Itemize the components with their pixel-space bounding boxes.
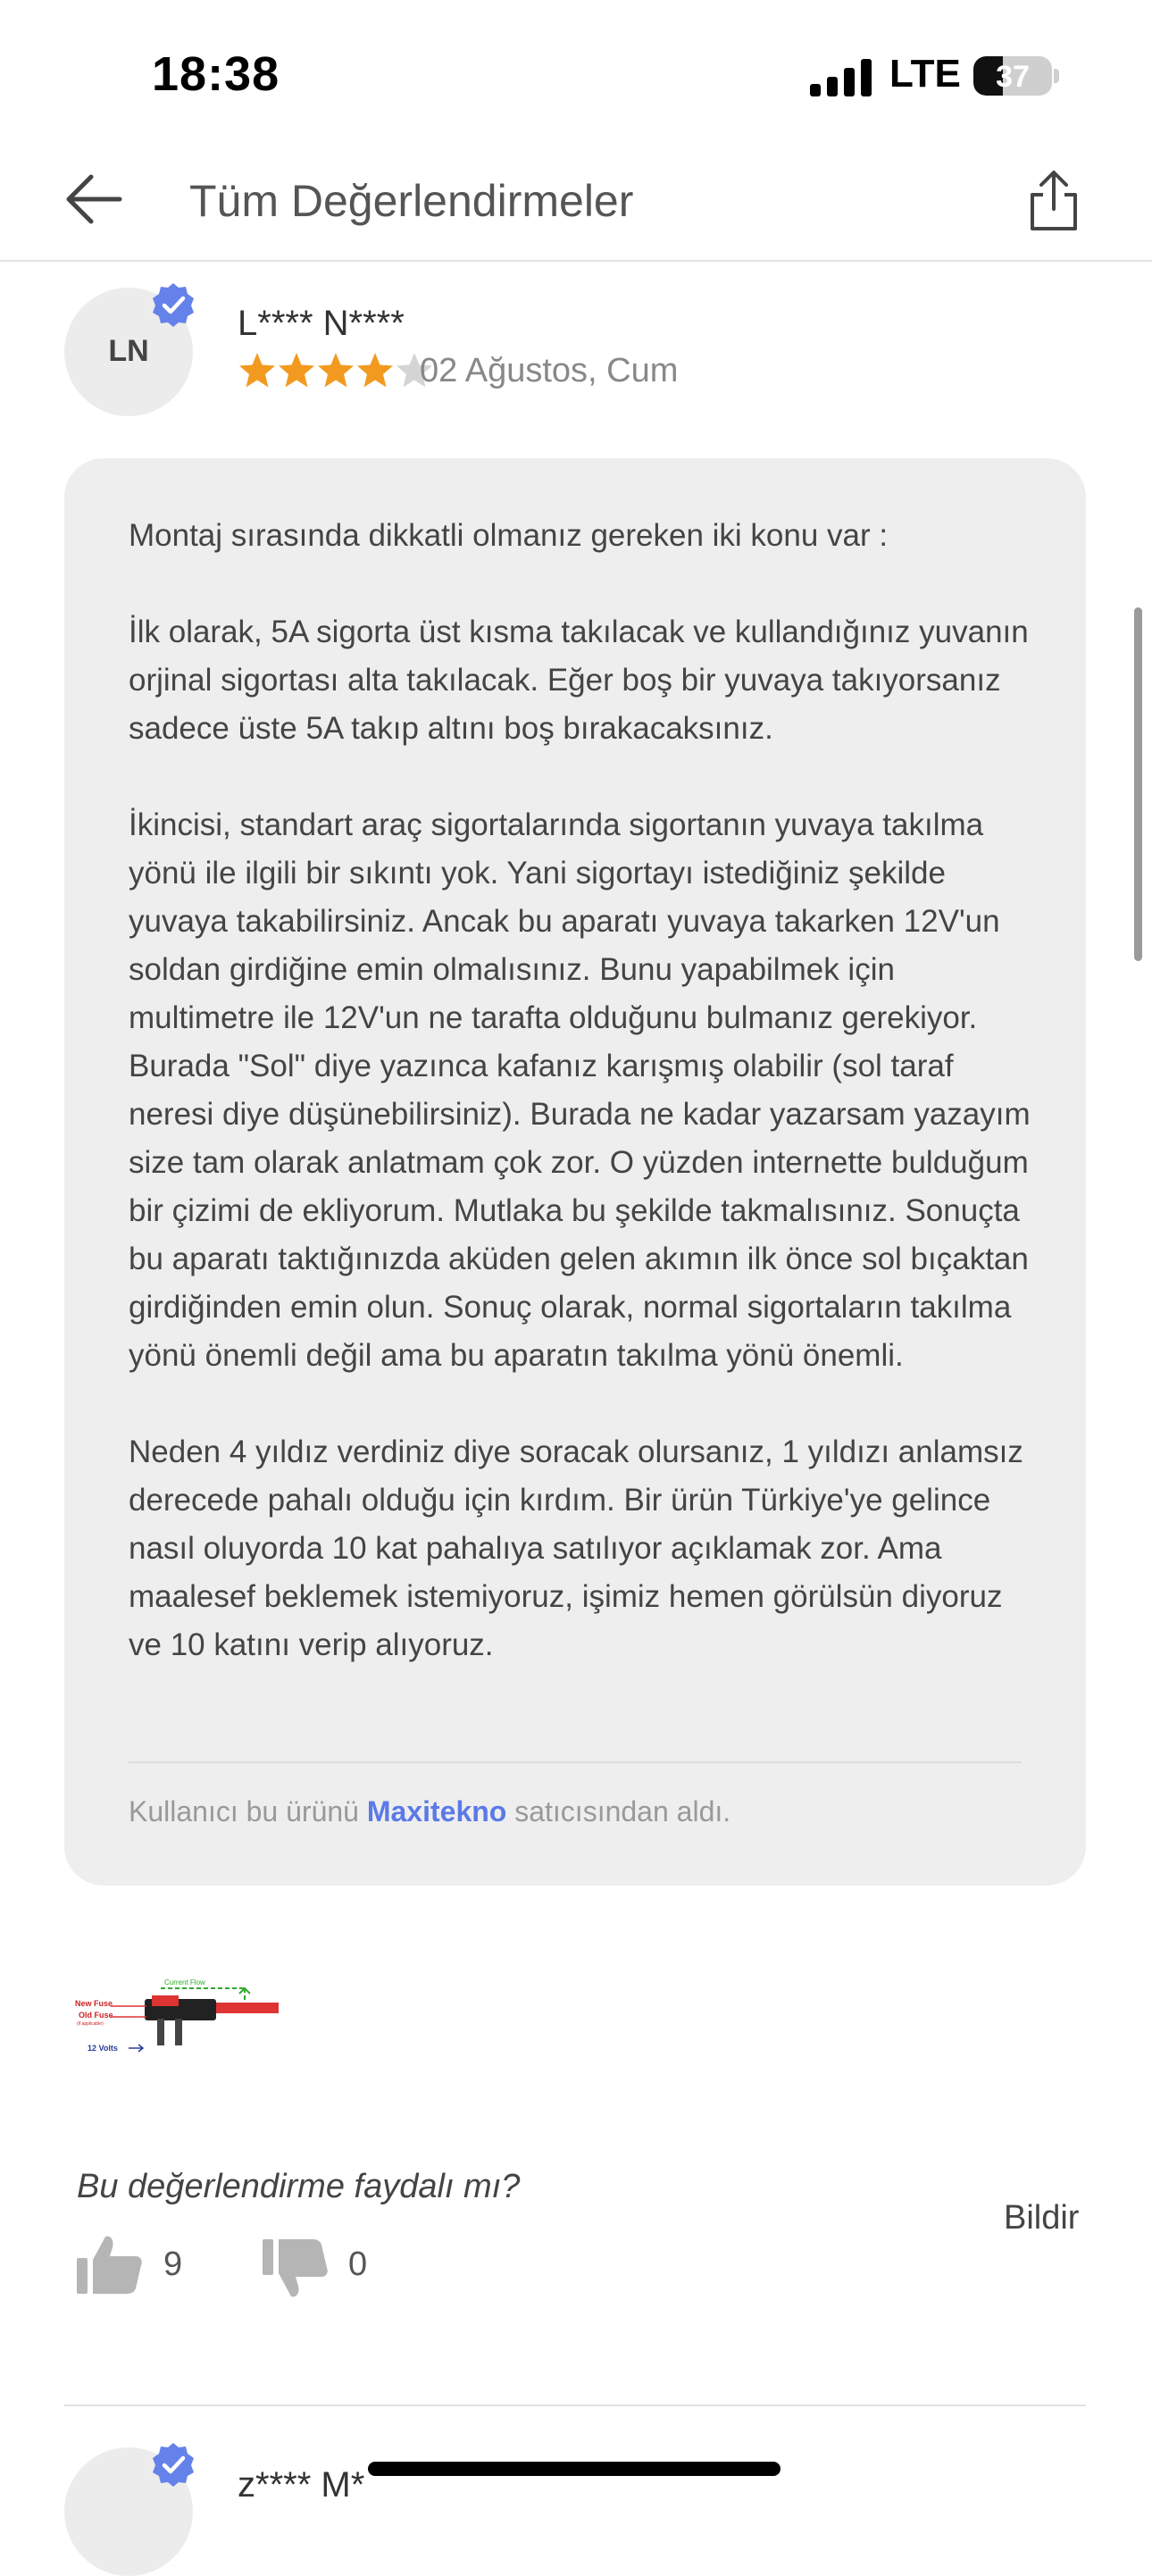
thumbs-down-icon[interactable] [261, 2237, 329, 2300]
new-fuse-label: New Fuse [75, 1999, 113, 2008]
review-text [129, 512, 1031, 1669]
old-fuse-label: Old Fuse [79, 2011, 113, 2020]
review-paragraph: İkincisi, standart araç sigortalarında sigortanın yuvaya takılma yönü ile ilgili bir sıkıntı yok. Yani sigortayı istediğiniz şekilde yuvaya takabilirsiniz. Ancak bu aparatı yuvaya takarken 12V'un soldan girdiğine emin olmalısınız. Bunu yapabilmek için multimetre ile 12V'un ne tarafta olduğunu bulmanız gerekiyor. Burada "Sol" diye yazınca kafanız karışmış olabilir (sol taraf neresi diye düşünebilirsiniz). Burada ne kadar yazarsam yazayım size tam olarak anlatmam çok zor. O yüzden internette bulduğum bir çizimi de ekliyorum. Mutlaka bu şekilde takmalısınız. Sonuçta bu aparatı taktığınızda aküden gelen akımın ilk önce sol bıçaktan girdiğinden emin olun. Sonuç olarak, normal sigortaların takılma yönü önemli değil ama bu aparatın takılma yönü önemli. [129, 807, 1031, 1373]
network-type: LTE [889, 52, 961, 96]
review-paragraph: Neden 4 yıldız verdiniz diye soracak olursanız, 1 yıldızı anlamsız derecede pahalı olduğu için kırdım. Bir ürün Türkiye'ye gelince nasıl oluyorda 10 kat pahalıya satılıyor açıklamak zor. Ama maalesef beklemek istemiyoruz, işimiz hemen görülsün diyoruz ve 10 katını verip alıyoruz. [129, 1434, 1023, 1662]
battery-cap [1054, 69, 1059, 83]
home-indicator[interactable] [368, 2462, 781, 2476]
header-divider [0, 260, 1152, 262]
battery-icon [973, 56, 1052, 96]
seller-info [129, 1795, 730, 1828]
reviewer-name: z**** M* [238, 2465, 365, 2505]
current-flow-label: Current Flow [164, 1978, 205, 1986]
star-filled-icon [238, 351, 277, 390]
seller-prefix: Kullanıcı bu ürünü [129, 1795, 359, 1827]
review-divider [64, 2405, 1086, 2406]
review-paragraph: Montaj sırasında dikkatli olmanız gereken iki konu var : [129, 518, 889, 553]
review-date: 02 Ağustos, Cum [420, 352, 679, 389]
report-button[interactable]: Bildir [1004, 2199, 1080, 2237]
star-filled-icon [316, 351, 355, 390]
card-divider [129, 1761, 1022, 1763]
star-filled-icon [355, 351, 395, 390]
battery-level: 37 [996, 60, 1030, 94]
status-time: 18:38 [152, 47, 280, 101]
reviewer-name: L**** N**** [238, 304, 405, 343]
like-count: 9 [163, 2246, 183, 2283]
volts-label: 12 Volts [88, 2044, 118, 2053]
star-filled-icon [277, 351, 316, 390]
thumbs-up-icon[interactable] [75, 2233, 143, 2296]
old-fuse-note: (if applicable) [77, 2021, 104, 2027]
arrow-left-icon[interactable] [64, 170, 123, 229]
verified-badge-icon [151, 2442, 196, 2487]
page-title: Tüm Değerlendirmeler [189, 176, 634, 226]
avatar-initials: LN [108, 334, 149, 368]
verified-badge-icon [151, 282, 196, 327]
scrollbar[interactable] [1134, 607, 1142, 961]
dislike-count: 0 [348, 2246, 368, 2283]
star-rating [238, 351, 434, 390]
signal-icon [810, 59, 872, 96]
helpful-question: Bu değerlendirme faydalı mı? [77, 2168, 521, 2205]
seller-link[interactable]: Maxitekno [366, 1795, 507, 1827]
review-photo-thumbnail[interactable] [75, 1976, 279, 2056]
review-paragraph: İlk olarak, 5A sigorta üst kısma takılacak ve kullandığınız yuvanın orjinal sigortası alta takılacak. Eğer boş bir yuvaya takıyorsanız sadece üste 5A takıp altını boş bırakacaksınız. [129, 615, 1029, 746]
seller-suffix: satıcısından aldı. [514, 1795, 731, 1827]
share-icon[interactable] [1027, 170, 1081, 232]
